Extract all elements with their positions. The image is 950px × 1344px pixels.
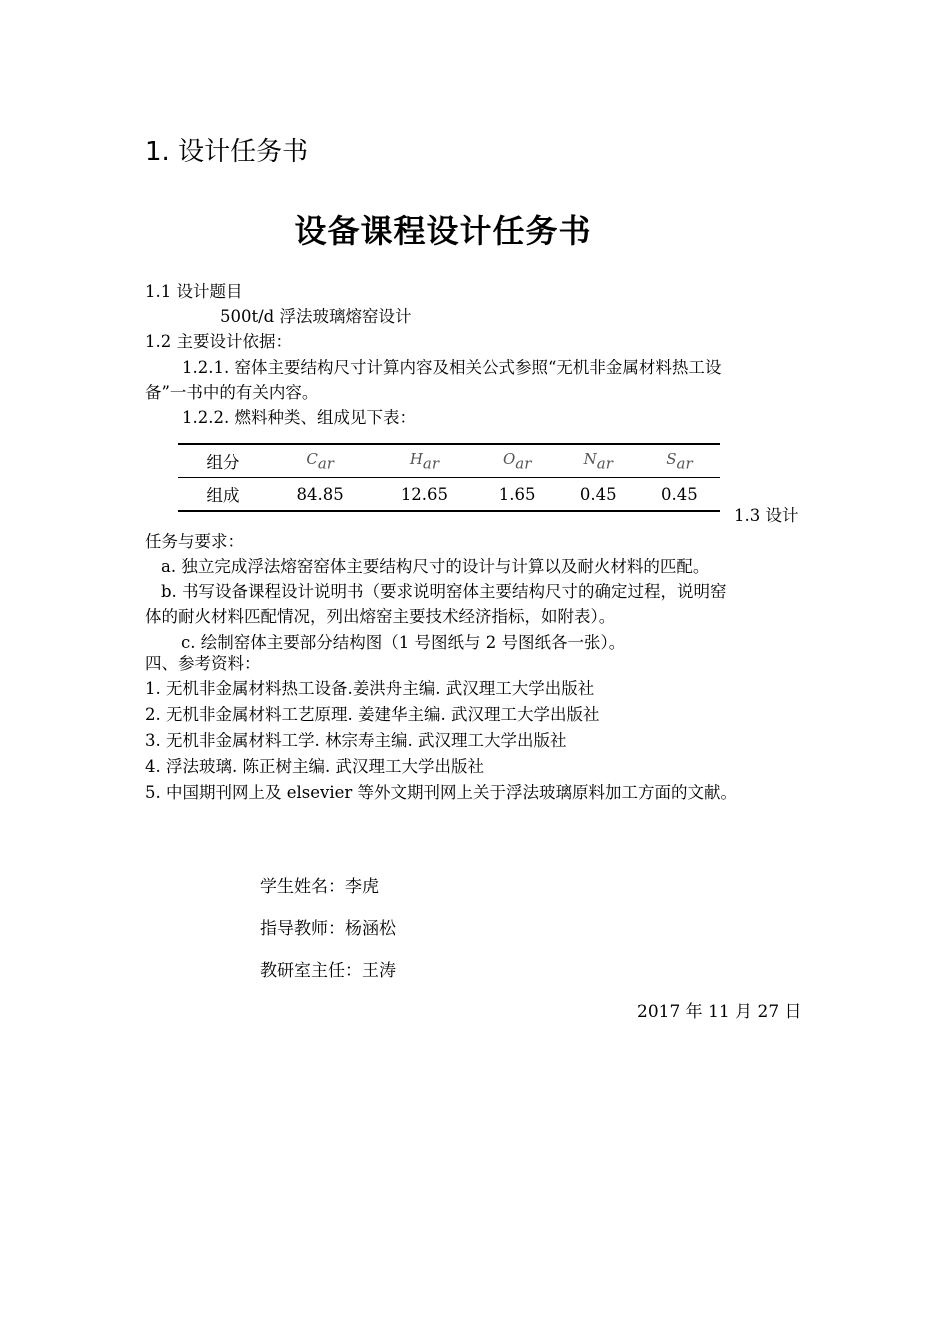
section-1-3-label-part2: 任务与要求：	[145, 532, 244, 551]
reference-item: 3. 无机非金属材料工学. 林宗寿主编. 武汉理工大学出版社	[145, 731, 567, 750]
value-cell: 84.85	[296, 484, 344, 504]
design-topic: 500t/d 浮法玻璃熔窑设计	[220, 307, 412, 326]
component-symbol: O	[502, 450, 516, 469]
component-symbol: H	[409, 450, 423, 469]
document-title: 设备课程设计任务书	[294, 212, 592, 250]
component-subscript: ar	[596, 454, 613, 473]
component-s	[639, 444, 720, 478]
reference-item: 4. 浮法玻璃. 陈正树主编. 武汉理工大学出版社	[145, 757, 484, 776]
table-header-row	[178, 444, 720, 478]
value-cell: 12.65	[400, 484, 449, 504]
header-label-cell: 组分	[206, 453, 240, 472]
task-b-line1: b. 书写设备课程设计说明书（要求说明窑体主要结构尺寸的确定过程，说明窑	[161, 582, 727, 601]
value-cell: 0.45	[579, 484, 617, 504]
reference-item: 1. 无机非金属材料热工设备.姜洪舟主编. 武汉理工大学出版社	[145, 679, 595, 698]
fuel-composition-table	[178, 443, 720, 512]
student-name: 学生姓名：李虎	[260, 877, 379, 897]
value-cell: 0.45	[661, 484, 698, 504]
reference-item: 2. 无机非金属材料工艺原理. 姜建华主编. 武汉理工大学出版社	[145, 705, 600, 724]
director-name: 教研室主任：王涛	[260, 961, 396, 981]
item-1-2-1-line1: 1.2.1. 窑体主要结构尺寸计算内容及相关公式参照“无机非金属材料热工设	[182, 358, 722, 377]
section-heading: 1. 设计任务书	[145, 137, 309, 167]
references-label: 四、参考资料：	[145, 654, 261, 673]
component-h	[372, 444, 476, 478]
component-n	[558, 444, 639, 478]
component-symbol: S	[666, 450, 677, 469]
component-symbol: N	[583, 450, 597, 469]
component-subscript: ar	[317, 454, 334, 473]
component-o	[477, 444, 558, 478]
task-a: a. 独立完成浮法熔窑窑体主要结构尺寸的设计与计算以及耐火材料的匹配。	[161, 557, 710, 576]
task-b-line2: 体的耐火材料匹配情况，列出熔窑主要技术经济指标，如附表）。	[145, 607, 616, 626]
section-1-1-label: 1.1 设计题目	[145, 282, 243, 301]
item-1-2-2: 1.2.2. 燃料种类、组成见下表：	[182, 408, 416, 427]
row-label-cell: 组成	[206, 486, 240, 505]
component-subscript: ar	[676, 454, 693, 473]
component-subscript: ar	[422, 454, 440, 473]
section-1-2-label: 1.2 主要设计依据：	[145, 332, 292, 351]
component-subscript: ar	[515, 454, 532, 473]
table-row	[178, 478, 720, 512]
component-c	[268, 444, 372, 478]
advisor-name: 指导教师：杨涵松	[260, 919, 396, 939]
reference-item: 5. 中国期刊网上及 elsevier 等外文期刊网上关于浮法玻璃原料加工方面的文献。	[145, 783, 738, 802]
component-symbol: C	[306, 450, 318, 469]
item-1-2-1-line2: 备”一书中的有关内容。	[145, 383, 319, 402]
value-cell: 1.65	[498, 484, 536, 504]
document-date: 2017 年 11 月 27 日	[637, 1002, 802, 1022]
task-c: c. 绘制窑体主要部分结构图（1 号图纸与 2 号图纸各一张）。	[181, 633, 626, 652]
section-1-3-label-part1: 1.3 设计	[734, 506, 799, 525]
